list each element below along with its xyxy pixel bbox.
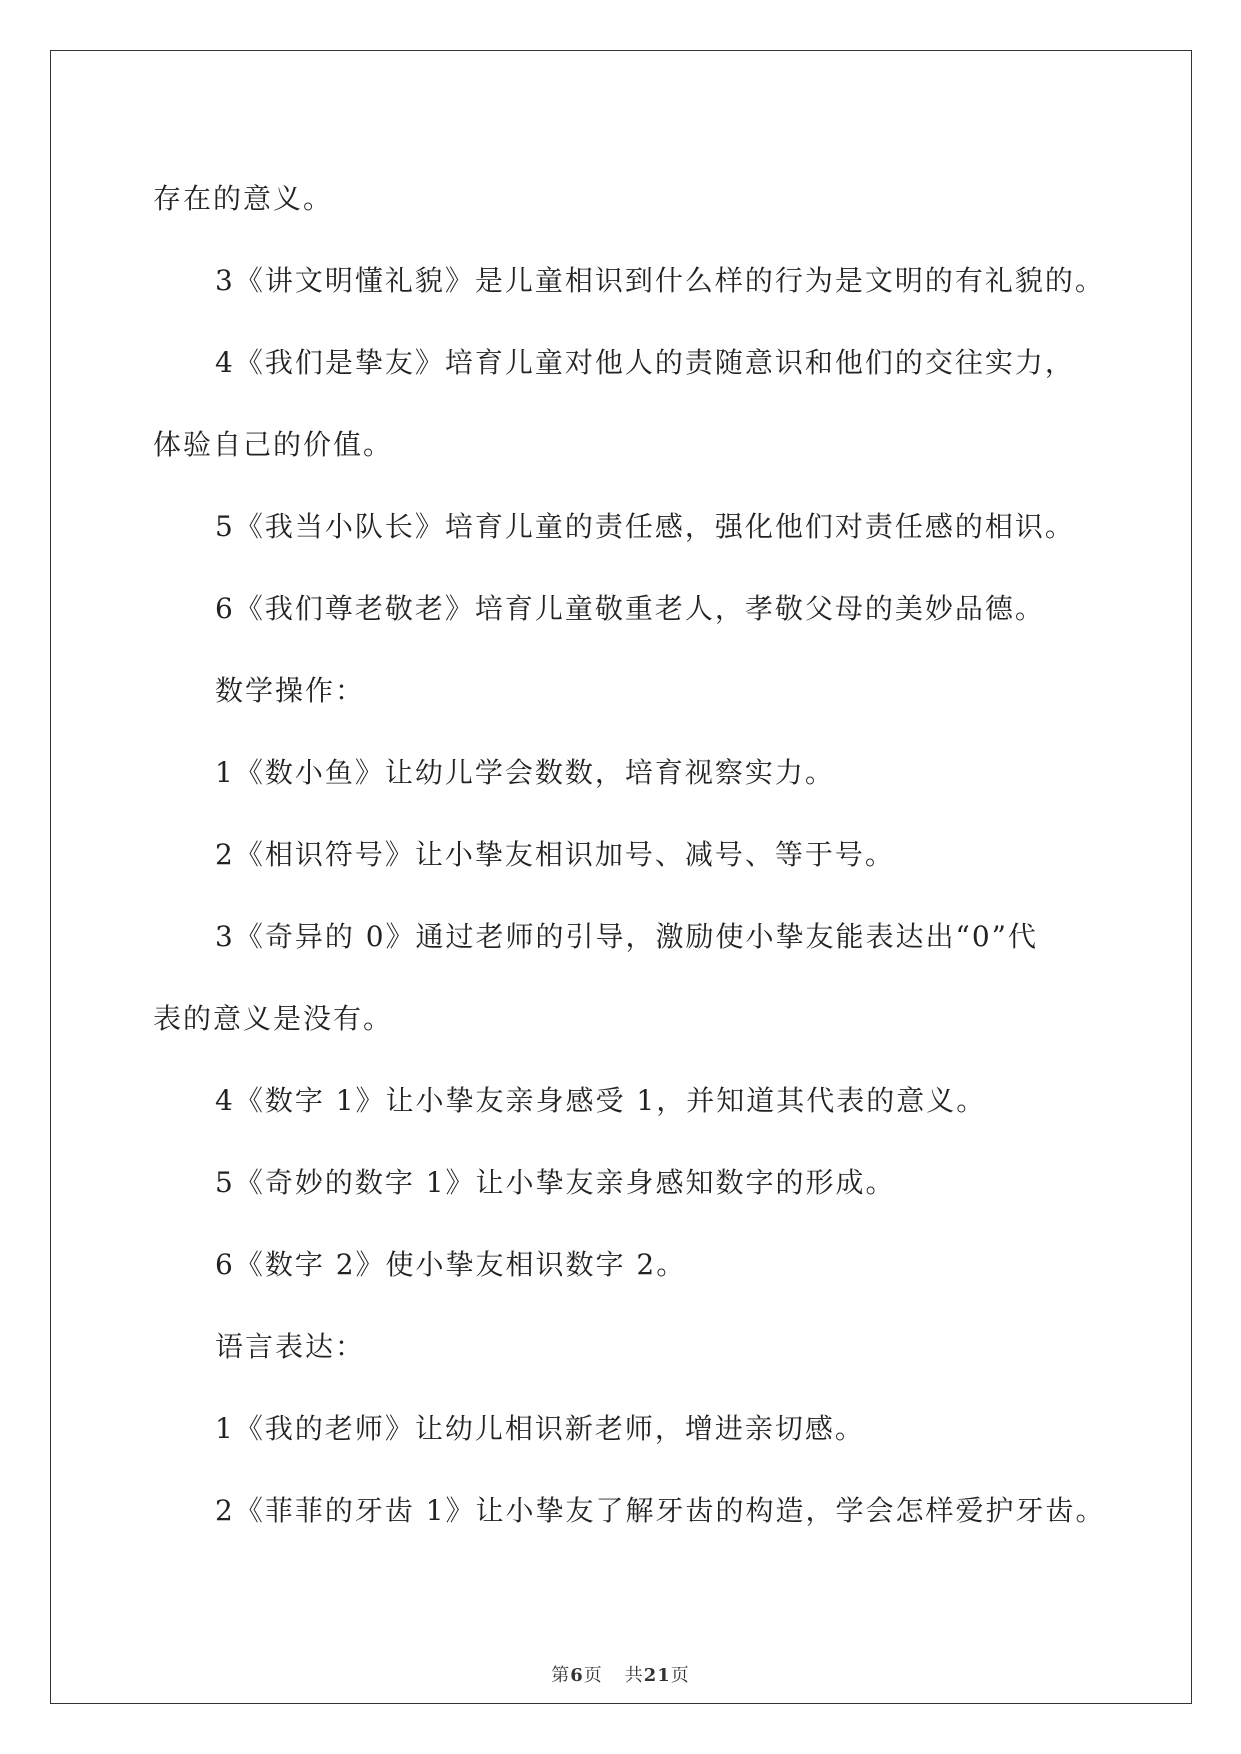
paragraph: 体验自己的价值。 xyxy=(153,428,394,461)
page-number: 6 xyxy=(570,1665,584,1686)
paragraph: 1《我的老师》让幼儿相识新老师，增进亲切感。 xyxy=(215,1412,865,1445)
document-body xyxy=(153,158,1133,1552)
page-suffix: 页 xyxy=(583,1665,603,1686)
total-pages: 21 xyxy=(643,1665,671,1686)
paragraph: 2《相识符号》让小挚友相识加号、减号、等于号。 xyxy=(215,838,895,871)
page-prefix: 第 xyxy=(551,1665,571,1686)
paragraph: 5《奇妙的数字 1》让小挚友亲身感知数字的形成。 xyxy=(215,1166,896,1199)
paragraph: 存在的意义。 xyxy=(153,182,334,215)
paragraph: 4《我们是挚友》培育儿童对他人的责随意识和他们的交往实力， xyxy=(215,346,1075,379)
paragraph: 6《我们尊老敬老》培育儿童敬重老人，孝敬父母的美妙品德。 xyxy=(215,592,1045,625)
total-prefix: 共 xyxy=(624,1665,644,1686)
paragraph: 4《数字 1》让小挚友亲身感受 1，并知道其代表的意义。 xyxy=(215,1084,987,1117)
paragraph: 5《我当小队长》培育儿童的责任感，强化他们对责任感的相识。 xyxy=(215,510,1075,543)
total-suffix: 页 xyxy=(670,1665,690,1686)
paragraph: 3《讲文明懂礼貌》是儿童相识到什么样的行为是文明的有礼貌的。 xyxy=(215,264,1105,297)
section-heading-math: 数学操作： xyxy=(215,674,366,707)
paragraph: 3《奇异的 0》通过老师的引导，激励使小挚友能表达出“0”代 xyxy=(215,920,1038,953)
page-footer xyxy=(0,1661,1241,1687)
paragraph: 2《菲菲的牙齿 1》让小挚友了解牙齿的构造，学会怎样爱护牙齿。 xyxy=(215,1494,1106,1527)
paragraph: 表的意义是没有。 xyxy=(153,1002,394,1035)
section-heading-language: 语言表达： xyxy=(215,1330,366,1363)
paragraph: 6《数字 2》使小挚友相识数字 2。 xyxy=(215,1248,687,1281)
paragraph: 1《数小鱼》让幼儿学会数数，培育视察实力。 xyxy=(215,756,835,789)
